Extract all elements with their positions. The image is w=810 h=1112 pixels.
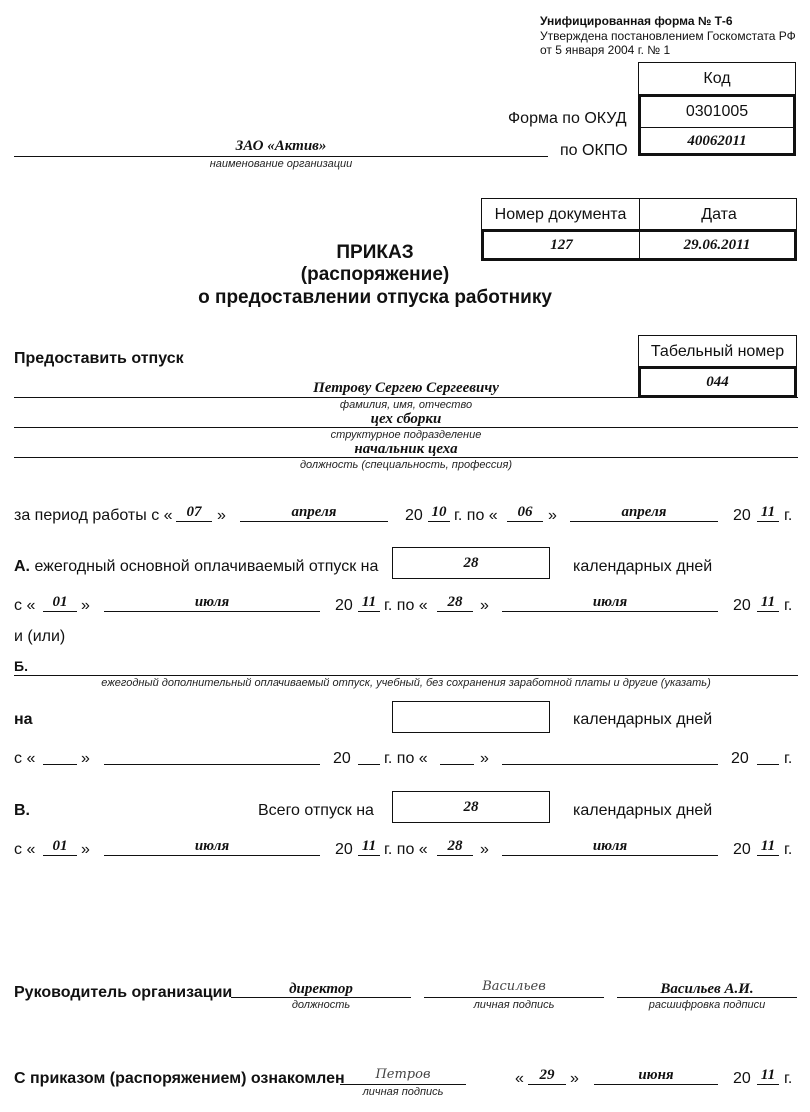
section-b-days-box bbox=[392, 701, 550, 733]
section-a-to-month: июля bbox=[592, 594, 628, 610]
section-b-label: Б. bbox=[14, 658, 28, 674]
employee-position: начальник цеха bbox=[354, 441, 458, 457]
ack-day: 29 bbox=[539, 1067, 555, 1083]
ack-g-end: г. bbox=[784, 1070, 793, 1087]
section-a-days: 28 bbox=[463, 555, 479, 571]
doc-header-row bbox=[481, 198, 797, 230]
title-line-3: о предоставлении отпуска работнику bbox=[198, 287, 552, 308]
section-a-from-year: 11 bbox=[361, 594, 377, 610]
department-caption: структурное подразделение bbox=[330, 429, 482, 441]
section-b-year-prefix-2: 20 bbox=[731, 750, 749, 767]
period-to-month: апреля bbox=[621, 504, 667, 520]
section-a-to-day: 28 bbox=[447, 594, 463, 610]
period-from-day: 07 bbox=[186, 504, 202, 520]
section-a-text: ежегодный основной оплачиваемый отпуск на bbox=[34, 558, 379, 575]
section-a-from-day: 01 bbox=[52, 594, 68, 610]
head-name-caption: расшифровка подписи bbox=[648, 999, 766, 1011]
form-name: Унифицированная форма № Т-6 bbox=[540, 14, 733, 28]
section-v-g-po: г. по « bbox=[384, 841, 428, 858]
period-year-prefix-2: 20 bbox=[733, 507, 751, 524]
head-position-caption: должность bbox=[291, 999, 351, 1011]
section-v-calendar-days: календарных дней bbox=[573, 802, 713, 819]
section-a-year-prefix-2: 20 bbox=[733, 597, 751, 614]
section-a-g-po: г. по « bbox=[384, 597, 428, 614]
section-v-quote-close-1: » bbox=[81, 841, 90, 858]
head-position: директор bbox=[289, 981, 353, 997]
approved-line-2: от 5 января 2004 г. № 1 bbox=[540, 43, 671, 57]
section-b-g-end: г. bbox=[784, 750, 793, 767]
section-v-from-year: 11 bbox=[361, 838, 377, 854]
section-a-year-prefix-1: 20 bbox=[335, 597, 353, 614]
period-quote-close-1: » bbox=[217, 507, 226, 524]
section-v-days: 28 bbox=[463, 799, 479, 815]
organization-caption: наименование организации bbox=[209, 158, 353, 170]
section-v-to-year: 11 bbox=[760, 838, 776, 854]
period-to-day: 06 bbox=[517, 504, 533, 520]
name-caption: фамилия, имя, отчество bbox=[339, 399, 473, 411]
ack-year-prefix: 20 bbox=[733, 1070, 751, 1087]
employee-department: цех сборки bbox=[370, 411, 442, 427]
period-year-prefix-1: 20 bbox=[405, 507, 423, 524]
section-a-calendar-days: календарных дней bbox=[573, 558, 713, 575]
section-a-from-month: июля bbox=[194, 594, 230, 610]
head-label: Руководитель организации bbox=[14, 984, 233, 1001]
section-v-s-quote: с « bbox=[14, 841, 36, 858]
grant-label: Предоставить отпуск bbox=[14, 350, 184, 367]
section-v-days-box bbox=[392, 791, 550, 823]
employee-name: Петрову Сергею Сергеевичу bbox=[313, 380, 499, 396]
head-name: Васильев А.И. bbox=[660, 981, 754, 997]
period-from-month: апреля bbox=[291, 504, 337, 520]
head-signature-caption: личная подпись bbox=[473, 999, 555, 1011]
section-v-total-label: Всего отпуск на bbox=[258, 802, 374, 819]
section-v-year-prefix-1: 20 bbox=[335, 841, 353, 858]
section-a-days-box bbox=[392, 547, 550, 579]
section-b-caption: ежегодный дополнительный оплачиваемый отпуск, учебный, без сохранения заработной платы и другие (указать) bbox=[101, 677, 711, 689]
section-v-to-day: 28 bbox=[447, 838, 463, 854]
section-a-label bbox=[14, 558, 378, 576]
section-a-letter: А. bbox=[14, 558, 30, 575]
section-a-g-end: г. bbox=[784, 597, 793, 614]
period-prefix: за период работы с « bbox=[14, 507, 173, 524]
period-to-year: 11 bbox=[760, 504, 776, 520]
ack-quote-close: » bbox=[570, 1070, 579, 1087]
doc-number: 127 bbox=[484, 232, 640, 258]
doc-date: 29.06.2011 bbox=[683, 237, 751, 253]
code-header: Код bbox=[703, 70, 731, 87]
organization-name: ЗАО «Актив» bbox=[235, 138, 327, 154]
section-b-s-quote: с « bbox=[14, 750, 36, 767]
okpo-label: по ОКПО bbox=[560, 142, 628, 159]
section-v-quote-close-2: » bbox=[480, 841, 489, 858]
section-a-s-quote: с « bbox=[14, 597, 36, 614]
okud-value: 0301005 bbox=[641, 97, 793, 128]
ack-signature: Петров bbox=[375, 1067, 431, 1082]
position-caption: должность (специальность, профессия) bbox=[299, 459, 513, 471]
doc-number-header: Номер документа bbox=[482, 199, 640, 231]
tab-header: Табельный номер bbox=[650, 343, 785, 360]
section-b-calendar-days: календарных дней bbox=[573, 711, 713, 728]
approved-line-1: Утверждена постановлением Госкомстата РФ bbox=[540, 29, 796, 43]
section-b-quote-close-2: » bbox=[480, 750, 489, 767]
tab-header-cell bbox=[638, 335, 797, 367]
period-g-end: г. bbox=[784, 507, 793, 524]
period-from-year: 10 bbox=[431, 504, 447, 520]
section-a-to-year: 11 bbox=[760, 594, 776, 610]
section-v-label: В. bbox=[14, 802, 30, 819]
section-v-g-end: г. bbox=[784, 841, 793, 858]
section-v-to-month: июля bbox=[592, 838, 628, 854]
period-quote-close-2: » bbox=[548, 507, 557, 524]
section-b-g-po: г. по « bbox=[384, 750, 428, 767]
ack-label: С приказом (распоряжением) ознакомлен bbox=[14, 1070, 345, 1087]
head-signature: Васильев bbox=[482, 979, 546, 994]
ack-month: июня bbox=[638, 1067, 674, 1083]
section-v-from-day: 01 bbox=[52, 838, 68, 854]
section-v-year-prefix-2: 20 bbox=[733, 841, 751, 858]
section-b-year-prefix-1: 20 bbox=[333, 750, 351, 767]
section-a-quote-close-1: » bbox=[81, 597, 90, 614]
code-values-box bbox=[638, 94, 796, 156]
section-b-na: на bbox=[14, 711, 33, 728]
section-v-from-month: июля bbox=[194, 838, 230, 854]
code-header-cell bbox=[638, 62, 796, 94]
period-g-po: г. по « bbox=[454, 507, 498, 524]
ack-quote-open: « bbox=[515, 1070, 524, 1087]
ack-signature-caption: личная подпись bbox=[362, 1086, 444, 1098]
okud-label: Форма по ОКУД bbox=[508, 110, 627, 127]
title-line-1: ПРИКАЗ bbox=[336, 242, 414, 263]
section-b-quote-close-1: » bbox=[81, 750, 90, 767]
okpo-value: 40062011 bbox=[687, 133, 747, 149]
title-line-2: (распоряжение) bbox=[300, 264, 450, 285]
section-a-quote-close-2: » bbox=[480, 597, 489, 614]
tab-number: 044 bbox=[706, 374, 729, 390]
and-or: и (или) bbox=[14, 628, 66, 645]
doc-date-header: Дата bbox=[701, 206, 737, 223]
ack-year: 11 bbox=[760, 1067, 776, 1083]
